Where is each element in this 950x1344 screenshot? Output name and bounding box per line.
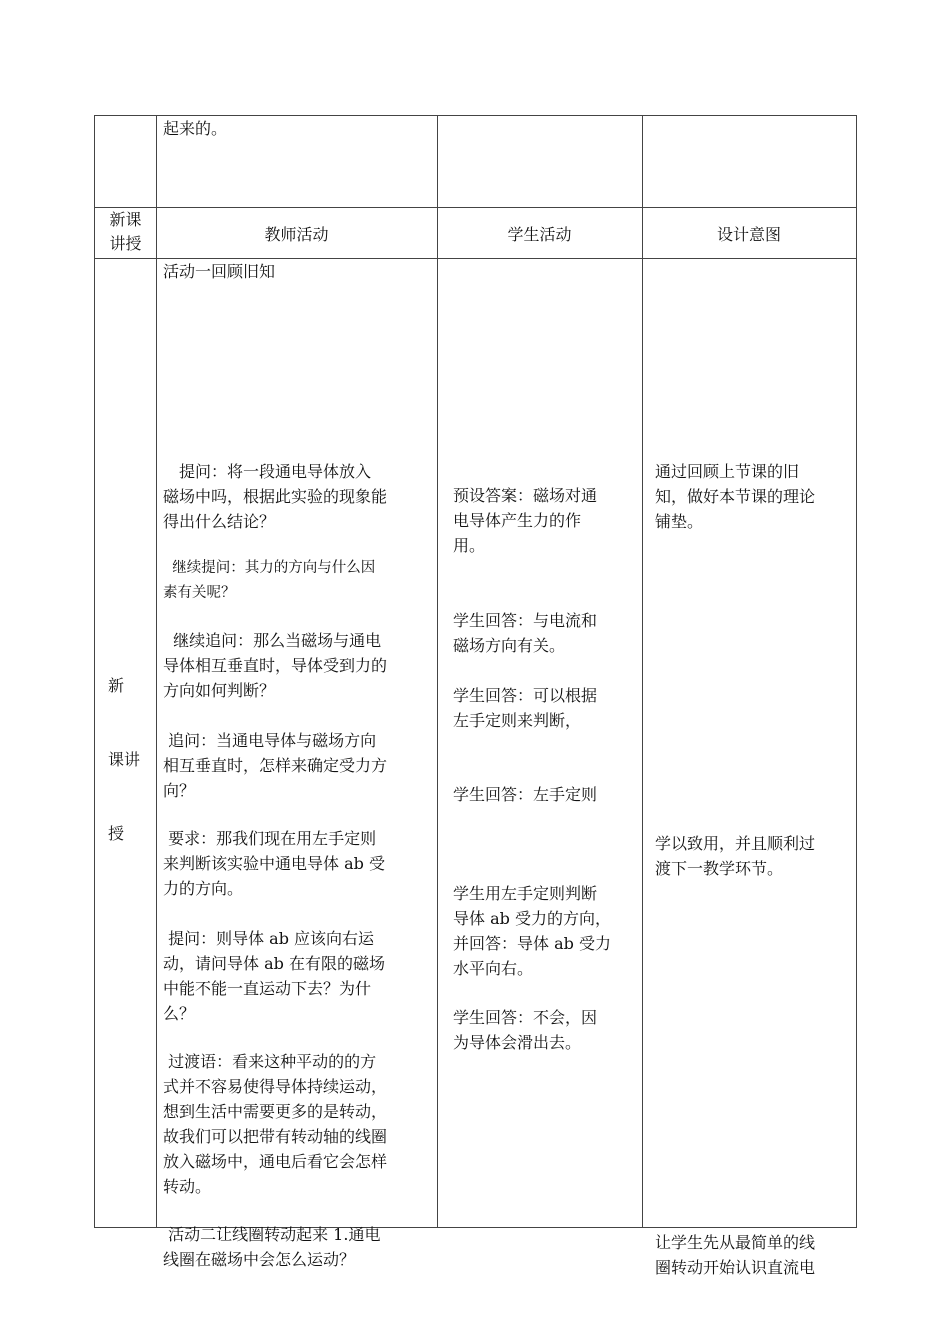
header-lesson-section-line: 新课: [109, 210, 142, 229]
header-lesson-section: [95, 208, 156, 256]
student-answer-2: 学生回答：与电流和 磁场方向有关。: [453, 611, 598, 655]
top-row-text: 起来的。: [163, 119, 228, 138]
student-answer-5: 学生用左手定则判断 导体 ab 受力的方向， 并回答：导体 ab 受力 水平向右。: [453, 884, 611, 978]
teacher-question-1: 提问：将一段通电导体放入 磁场中吗，根据此实验的现象能 得出什么结论？: [163, 462, 388, 531]
teacher-question-2: 继续提问：其力的方向与什么因 素有关呢？: [163, 560, 376, 601]
teacher-transition: 过渡语：看来这种平动的的方 式并不容易使得导体持续运动， 想到生活中需要更多的是转动， 故我们可以把带有转动轴的线圈 放入磁场中，通电后看它会怎样 转动。: [163, 1052, 388, 1196]
col-divider: [642, 116, 643, 1227]
header-lesson-section-line: 讲授: [109, 234, 142, 253]
design-intent-3: 让学生先从最简单的线 圈转动开始认识直流电: [655, 1233, 816, 1277]
side-label-2: 课讲: [108, 750, 141, 769]
col-divider: [156, 116, 157, 1227]
side-label-3: 授: [108, 824, 125, 843]
student-answer-6: 学生回答：不会，因 为导体会滑出去。: [453, 1008, 598, 1052]
design-intent-1: 通过回顾上节课的旧 知，做好本节课的理论 铺垫。: [655, 462, 816, 531]
header-design-intent: 设计意图: [716, 225, 781, 244]
header-student-activity: 学生活动: [507, 225, 572, 244]
side-label-1: 新: [108, 676, 125, 695]
teacher-requirement: 要求：那我们现在用左手定则 来判断该实验中通电导体 ab 受 力的方向。: [163, 829, 385, 898]
row-divider: [95, 207, 856, 208]
col-divider: [437, 116, 438, 1227]
design-intent-2: 学以致用，并且顺利过 渡下一教学环节。: [655, 834, 816, 878]
teacher-question-5: 提问：则导体 ab 应该向右运 动，请问导体 ab 在有限的磁场 中能不能一直运动下去？为什 么？: [163, 929, 385, 1023]
teacher-activity-title: 活动一回顾旧知: [163, 262, 276, 281]
header-teacher-activity: 教师活动: [264, 225, 329, 244]
student-answer-4: 学生回答：左手定则: [453, 785, 598, 804]
student-answer-1: 预设答案：磁场对通 电导体产生力的作 用。: [453, 486, 598, 555]
teacher-question-4: 追问：当通电导体与磁场方向 相互垂直时，怎样来确定受力方 向？: [163, 731, 388, 800]
student-answer-3: 学生回答：可以根据 左手定则来判断，: [453, 686, 598, 730]
teacher-activity-two: 活动二让线圈转动起来 1.通电 线圈在磁场中会怎么运动？: [163, 1225, 381, 1269]
teacher-question-3: 继续追问：那么当磁场与通电 导体相互垂直时，导体受到力的 方向如何判断？: [163, 631, 388, 700]
